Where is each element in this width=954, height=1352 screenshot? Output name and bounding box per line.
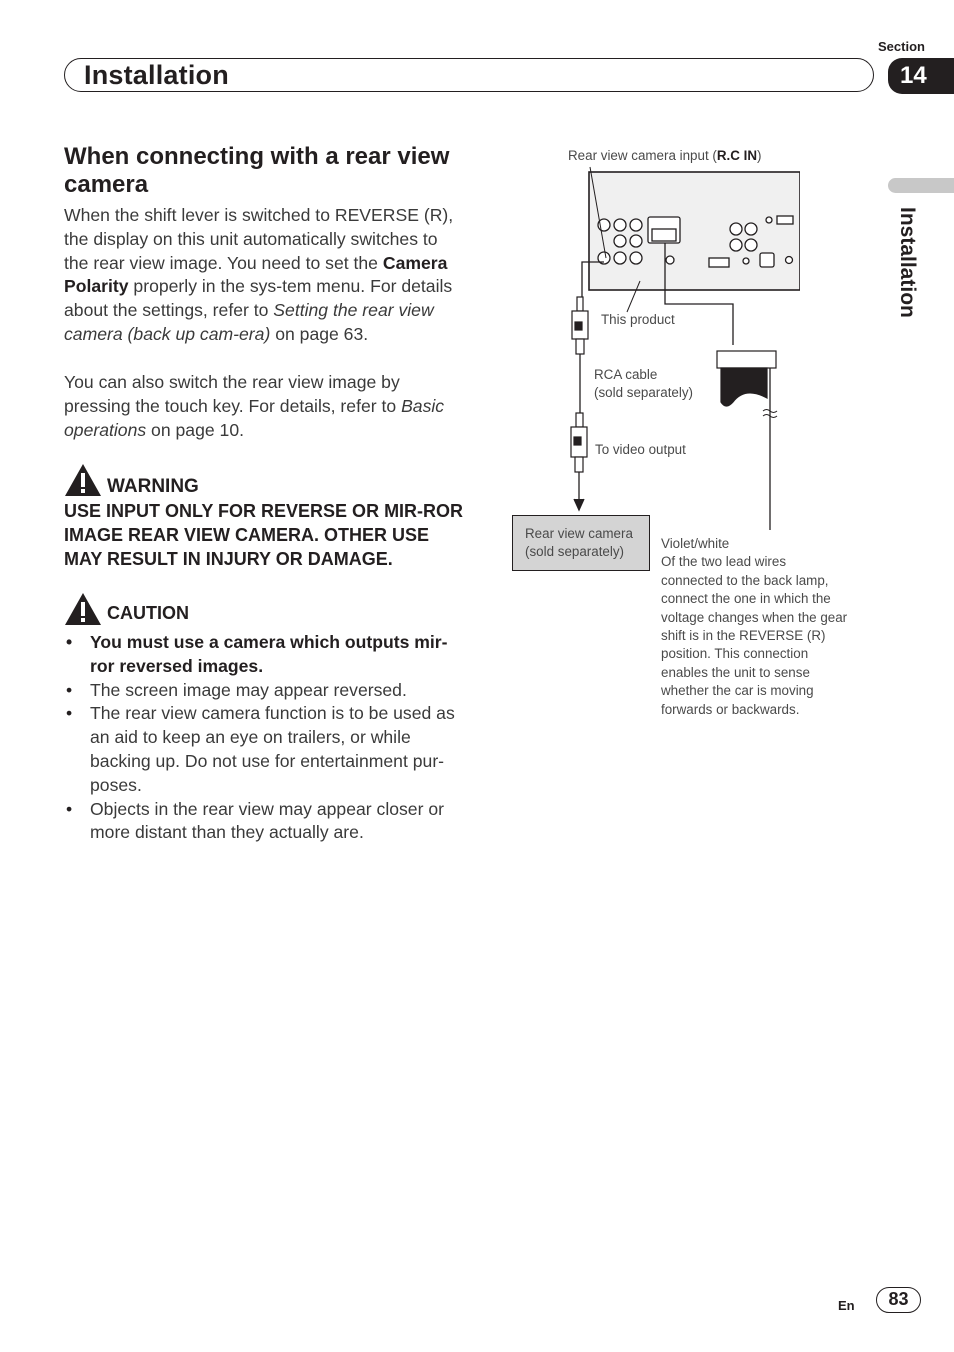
caution-list [64, 631, 456, 845]
violet-white-note: Violet/white Of the two lead wires connected to the back lamp, connect the one in which the voltage changes when the gear shift is in the REVERSE (R) position. This connection enables the unit to sense whether the car is moving forwards or backwards. [661, 536, 848, 717]
touch-key-paragraph: You can also switch the rear view image by pressing the touch key. For details, refer to Basic operations on page 10. [64, 372, 445, 440]
rca-plug-lower [571, 413, 587, 472]
rca-plug-upper [572, 297, 588, 354]
list-item: • Objects in the rear view may appear closer or more distant than they actually are. [64, 798, 456, 846]
page-number: 83 [876, 1287, 921, 1313]
page-title: Installation [84, 60, 229, 90]
video-output-label: To video output [595, 442, 686, 457]
list-item: • You must use a camera which outputs mir-ror reversed images. [64, 631, 456, 679]
this-product-label: This product [601, 312, 675, 327]
side-tab-marker [888, 178, 954, 193]
warning-triangle-icon [64, 462, 102, 498]
list-item: • The rear view camera function is to be used as an aid to keep an eye on trailers, or while backing up. Do not use for entertainment pur-poses. [64, 702, 456, 797]
caution-triangle-icon [64, 591, 102, 627]
head-unit-rear-panel [589, 172, 800, 290]
side-tab-label: Installation [896, 207, 919, 318]
intro-paragraph: When the shift lever is switched to REVERSE (R), the display on this unit automatically switches to the rear view image. You need to set the Camera Polarity properly in the sys-tem menu. For details about the settings, refer to Setting the rear view camera (back up cam-era) on page 63. [64, 205, 454, 344]
setting-reference: Setting the rear view camera (back up cam-era) [64, 300, 434, 344]
warning-text: USE INPUT ONLY FOR REVERSE OR MIR-ROR IMAGE REAR VIEW CAMERA. OTHER USE MAY RESULT IN INJURY OR DAMAGE. [64, 501, 464, 569]
section-heading: When connecting with a rear view camera [64, 143, 450, 198]
section-label: Section [878, 39, 925, 54]
rca-cable-label: RCA cable (sold separately) [594, 367, 693, 401]
camera-input-label: Rear view camera input (R.C IN) [568, 148, 762, 163]
basic-operations-reference: Basic operations [64, 395, 445, 440]
warning-title: WARNING [107, 476, 199, 497]
list-item: • The screen image may appear reversed. [64, 679, 456, 703]
caution-title: CAUTION [107, 603, 189, 623]
camera-polarity-term: Camera Polarity [64, 252, 448, 297]
back-lamp-connector [717, 351, 776, 406]
connection-diagram [500, 140, 800, 540]
language-label: En [838, 1298, 855, 1313]
section-number-badge: 14 [888, 58, 954, 94]
rear-camera-label: Rear view camera (sold separately) [525, 526, 633, 560]
